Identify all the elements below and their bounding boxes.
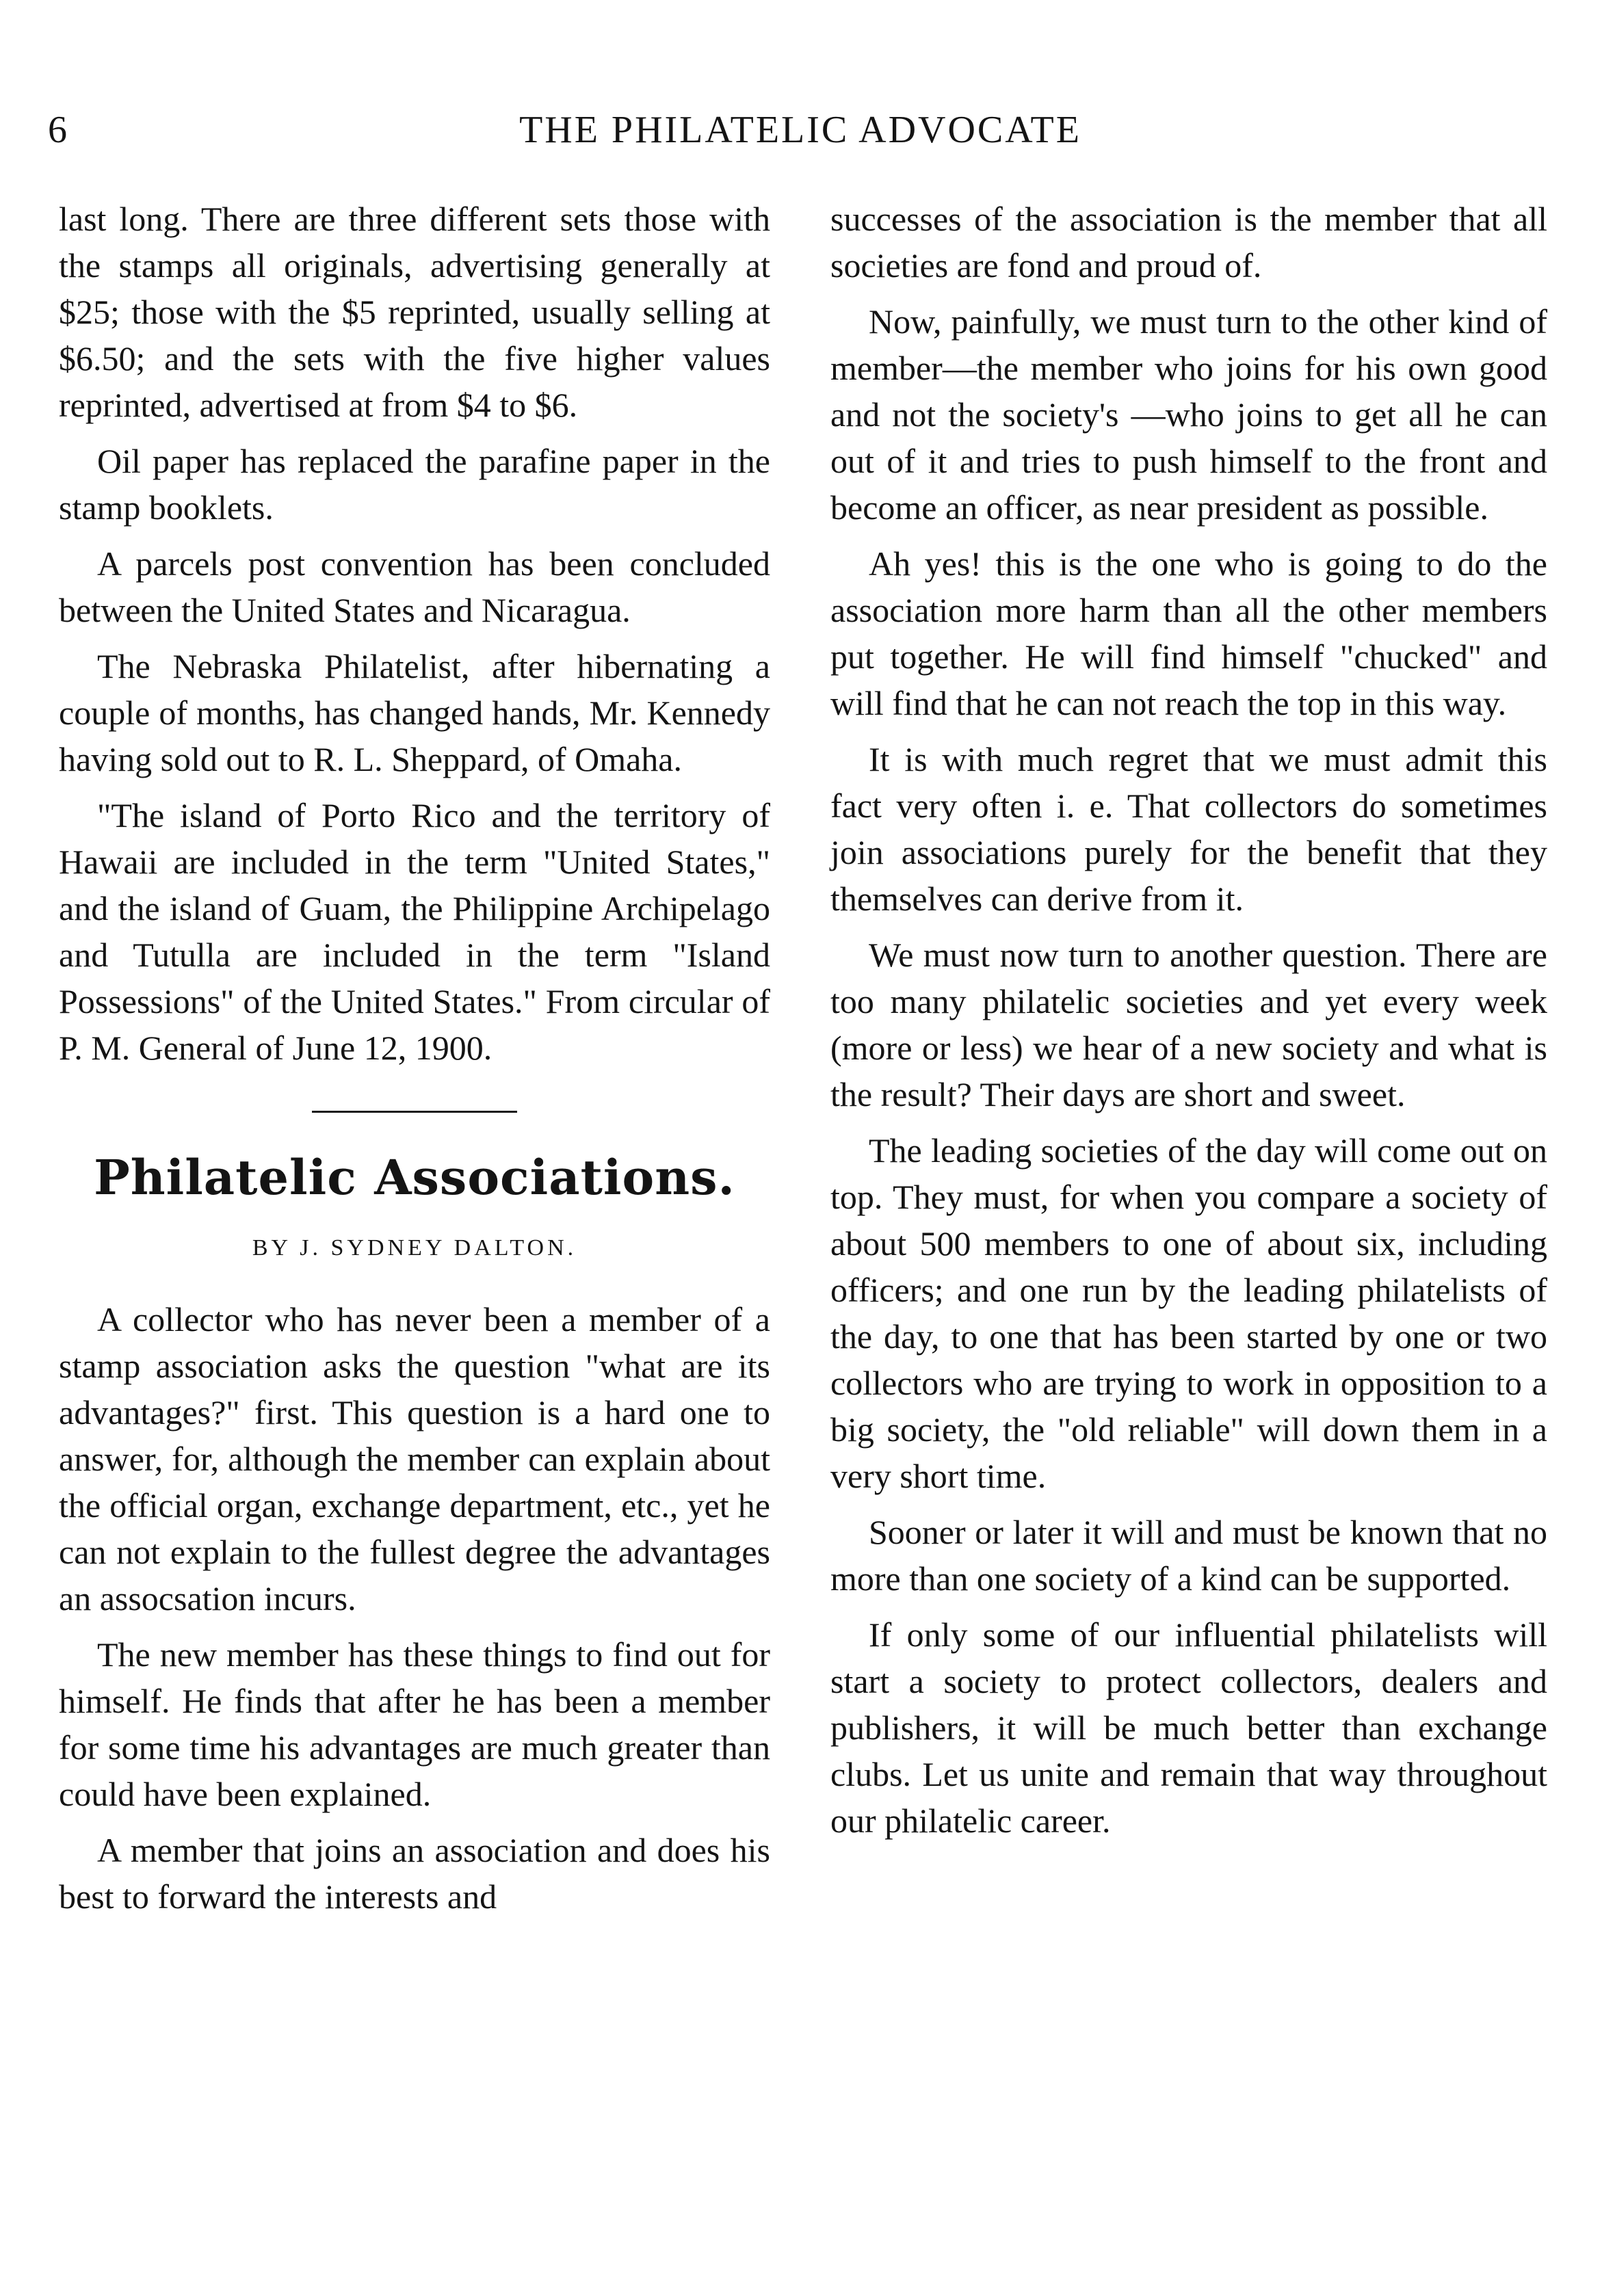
running-title: THE PHILATELIC ADVOCATE (519, 109, 1081, 151)
paragraph: Oil paper has replaced the parafine paper in the stamp booklets. (59, 442, 770, 527)
paragraph: "The island of Porto Rico and the territory of Hawaii are included in the term "United States," and the island of Guam, the Philippine Archipelago and Tutulla are included in the term "Island Possessions" of the United States." From circular of P. M. General of June 12, 1900. (59, 796, 770, 1067)
paragraph: Now, painfully, we must turn to the other kind of member—the member who joins for his own good and not the society's —who joins to get all he can out of it and tries to push himself to the front and become an officer, as near president as possible. (830, 302, 1547, 527)
right-column (830, 196, 1547, 1853)
section-divider (312, 1111, 517, 1113)
paragraph: A parcels post convention has been concluded between the United States and Nicaragua. (59, 544, 770, 629)
page-number: 6 (48, 109, 67, 151)
left-column (59, 196, 770, 1929)
paragraph: A member that joins an association and does his best to forward the interests and (59, 1831, 770, 1916)
page-header (48, 108, 1553, 163)
paragraph: The new member has these things to find out for himself. He finds that after he has been a member for some time his advantages are much greater than could have been explained. (59, 1635, 770, 1813)
paragraph: If only some of our influential philatelists will start a society to protect collectors, dealers and publishers, it will be much better than exchange clubs. Let us unite and remain that way throughout our philatelic career. (830, 1615, 1547, 1840)
article-title: Philatelic Associations. (94, 1149, 735, 1206)
paragraph: successes of the association is the member that all societies are fond and proud of. (830, 200, 1547, 285)
paragraph: It is with much regret that we must admit this fact very often i. e. That collectors do sometimes join associations purely for the benefit that they themselves can derive from it. (830, 740, 1547, 918)
paragraph: The Nebraska Philatelist, after hibernating a couple of months, has changed hands, Mr. Kennedy having sold out to R. L. Sheppard, of Omaha. (59, 647, 770, 778)
article-byline: BY J. SYDNEY DALTON. (252, 1235, 577, 1261)
paragraph: Sooner or later it will and must be known that no more than one society of a kind can be supported. (830, 1513, 1547, 1598)
paragraph: The leading societies of the day will come out on top. They must, for when you compare a society of about 500 members to one of about six, including officers; and one run by the leading philatelists of the day, to one that has been started by one or two collectors who are trying to work in opposition to a big society, the "old reliable" will down them in a very short time. (830, 1131, 1547, 1495)
paragraph: We must now turn to another question. There are too many philatelic societies and yet every week (more or less) we hear of a new society and what is the result? Their days are short and sweet. (830, 936, 1547, 1113)
paragraph: last long. There are three different sets those with the stamps all originals, advertising generally at $25; those with the $5 reprinted, usually selling at $6.50; and the sets with the five higher values reprinted, advertised at from $4 to $6. (59, 200, 770, 424)
paragraph: A collector who has never been a member of a stamp association asks the question "what are its advantages?" first. This question is a hard one to answer, for, although the member can explain about the official organ, exchange department, etc., yet he can not explain to the fullest degree the advantages an assocsation incurs. (59, 1300, 770, 1618)
paragraph: Ah yes! this is the one who is going to do the association more harm than all the other members put together. He will find himself "chucked" and will find that he can not reach the top in this way. (830, 544, 1547, 722)
